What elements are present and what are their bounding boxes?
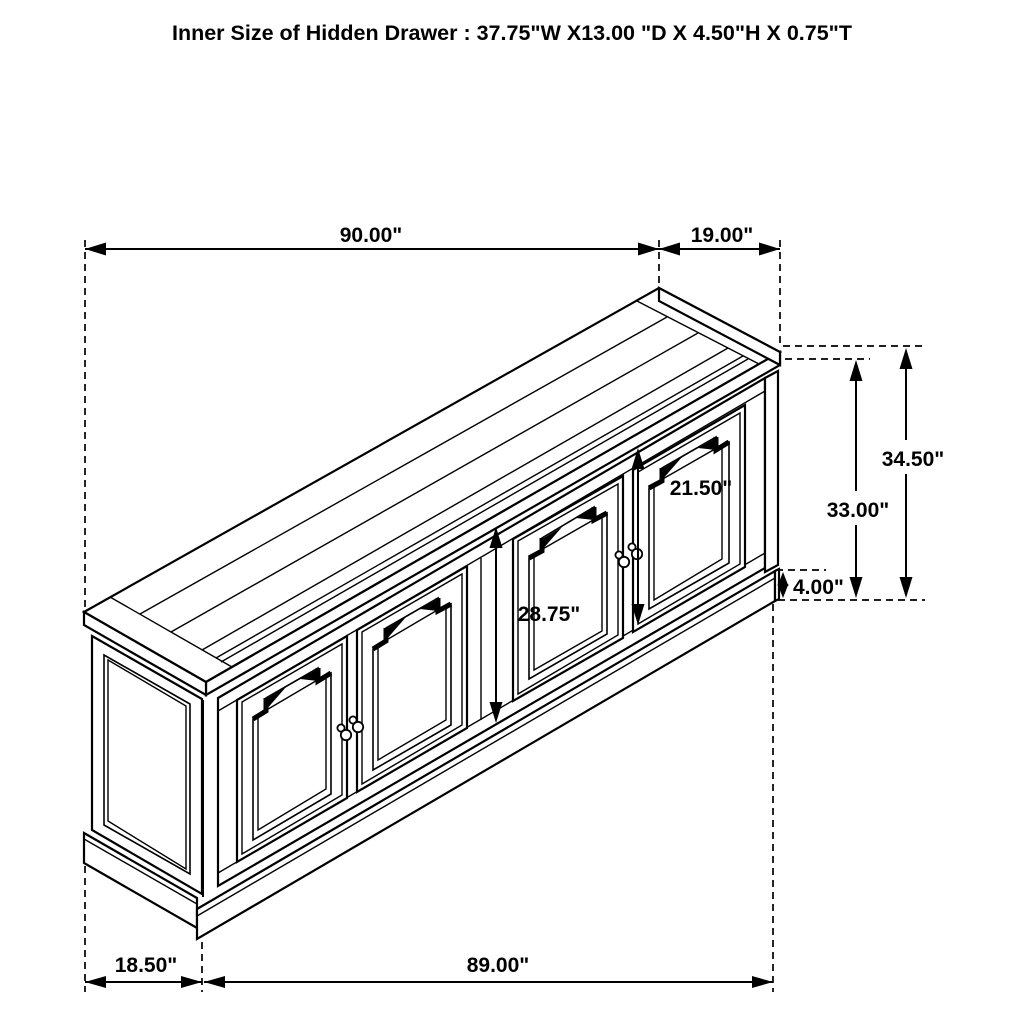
dim-side-depth [85, 954, 202, 988]
dim-label-overall-height: 34.50" [881, 448, 945, 471]
dim-body-height [814, 360, 902, 598]
dim-label-top-depth: 19.00" [690, 224, 754, 247]
dim-top-depth [659, 224, 780, 256]
dim-label-base-height: 4.00" [793, 576, 844, 599]
dim-label-door-height: 21.50" [669, 477, 733, 500]
dim-label-body-width: 89.00" [466, 954, 530, 977]
dim-body-width [204, 954, 773, 988]
dim-overall-height [869, 348, 957, 598]
dim-label-body-height: 33.00" [826, 499, 890, 522]
dim-label-top-width: 90.00" [339, 224, 403, 247]
dim-top-width [85, 224, 659, 256]
door-1 [237, 636, 347, 862]
dim-base-height [778, 572, 850, 599]
dim-label-side-depth: 18.50" [114, 954, 178, 977]
dim-label-opening-height: 28.75" [517, 603, 581, 626]
page-title: Inner Size of Hidden Drawer : 37.75"W X13.00 "D X 4.50"H X 0.75"T [171, 21, 853, 45]
